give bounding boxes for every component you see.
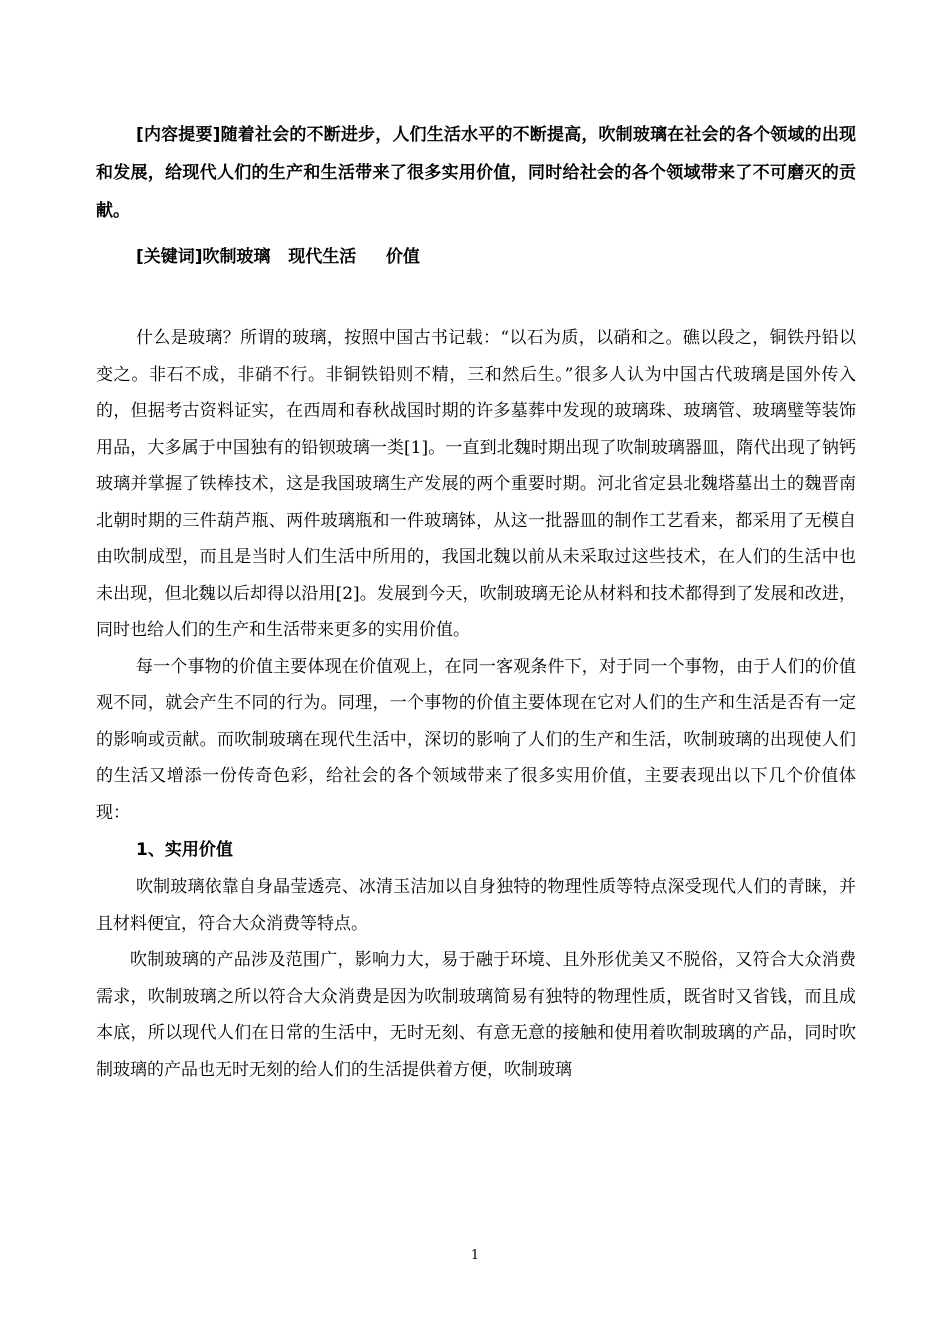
keywords: [关键词]吹制玻璃 现代生活 价值 bbox=[136, 247, 420, 267]
paragraph: 什么是玻璃？所谓的玻璃，按照中国古书记载：“以石为质，以硝和之。礁以段之，铜铁丹铅以变之。非石不成，非硝不行。非铜铁铅则不精，三和然后生。”很多人认为中国古代玻璃是国外传入的，但据考古资料证实，在西周和春秋战国时期的许多墓葬中发现的玻璃珠、玻璃管、玻璃璧等装饰用品，大多属于中国独有的铅钡玻璃一类[1]。一直到北魏时期出现了吹制玻璃器皿，隋代出现了钠钙玻璃并掌握了铁棒技术，这是我国玻璃生产发展的两个重要时期。河北省定县北魏塔墓出土的魏晋南北朝时期的三件葫芦瓶、两件玻璃瓶和一件玻璃钵，从这一批器皿的制作工艺看来，都采用了无模自由吹制成型，而且是当时人们生活中所用的，我国北魏以前从未采取过这些技术，在人们的生活中也未出现，但北魏以后却得以沿用[2]。发展到今天，吹制玻璃无论从材料和技术都得到了发展和改进，同时也给人们的生产和生活带来更多的实用价值。 bbox=[96, 328, 856, 640]
page-number: 1 bbox=[470, 1248, 480, 1263]
abstract: [内容提要]随着社会的不断进步，人们生活水平的不断提高，吹制玻璃在社会的各个领域的出现和发展，给现代人们的生产和生活带来了很多实用价值，同时给社会的各个领域带来了不可磨灭的贡献。 bbox=[96, 125, 856, 221]
section-heading: 1、实用价值 bbox=[136, 840, 233, 860]
paragraph: 吹制玻璃的产品涉及范围广，影响力大，易于融于环境、且外形优美又不脱俗，又符合大众消费需求，吹制玻璃之所以符合大众消费是因为吹制玻璃简易有独特的物理性质，既省时又省钱，而且成本底，所以现代人们在日常的生活中，无时无刻、有意无意的接触和使用着吹制玻璃的产品，同时吹制玻璃的产品也无时无刻的给人们的生活提供着方便，吹制玻璃 bbox=[96, 950, 856, 1080]
paragraph: 每一个事物的价值主要体现在价值观上，在同一客观条件下，对于同一个事物，由于人们的价值观不同，就会产生不同的行为。同理，一个事物的价值主要体现在它对人们的生产和生活是否有一定的影响或贡献。而吹制玻璃在现代生活中，深切的影响了人们的生产和生活，吹制玻璃的出现使人们的生活又增添一份传奇色彩，给社会的各个领域带来了很多实用价值，主要表现出以下几个价值体现： bbox=[96, 656, 856, 823]
paragraph: 吹制玻璃依靠自身晶莹透亮、冰清玉洁加以自身独特的物理性质等特点深受现代人们的青睐，并且材料便宜，符合大众消费等特点。 bbox=[96, 877, 856, 934]
body-text bbox=[96, 320, 856, 1088]
